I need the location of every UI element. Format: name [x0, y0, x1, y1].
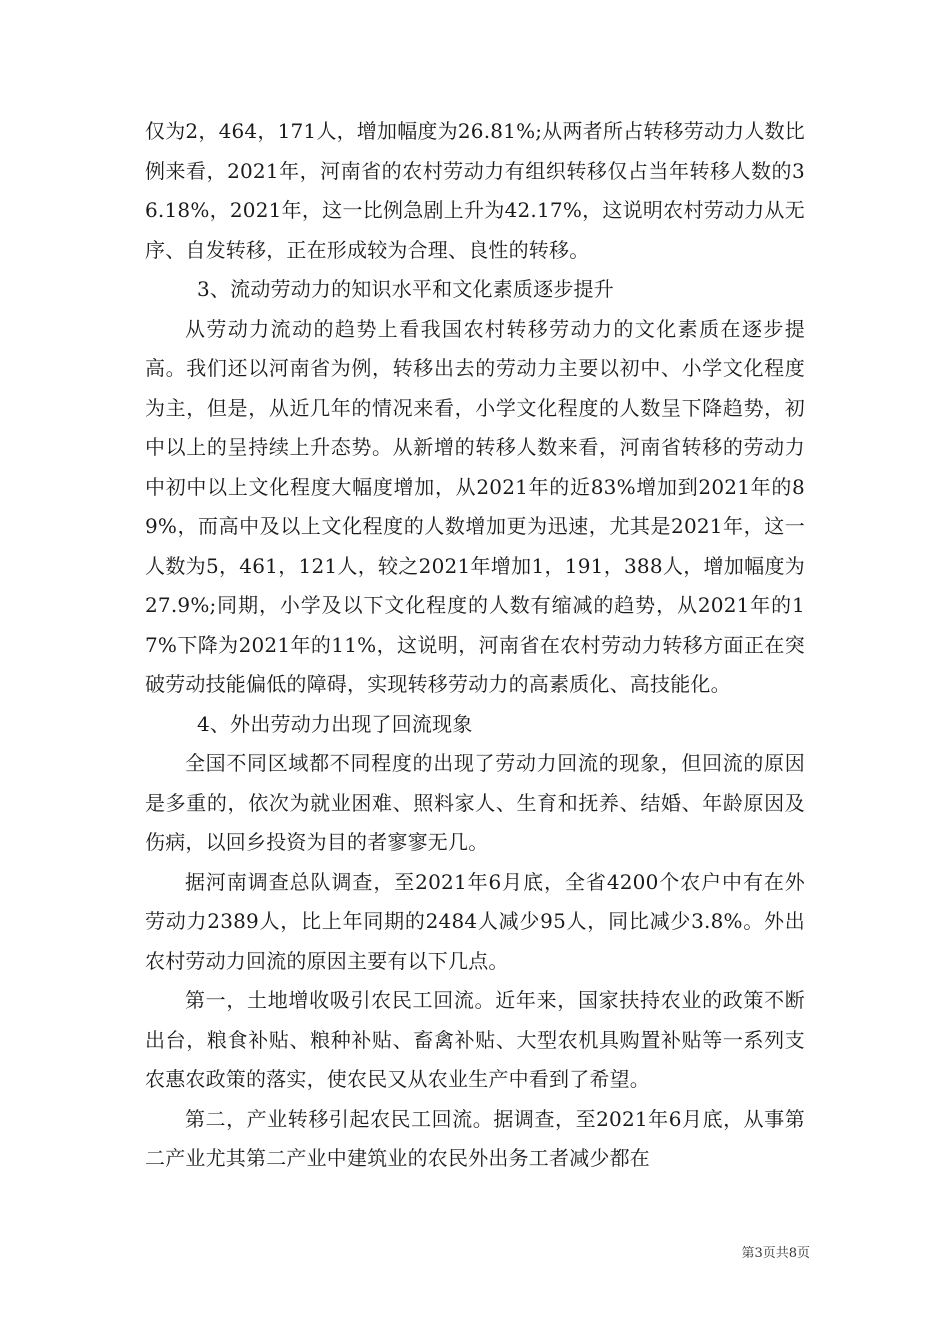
paragraph-return-reasons: 全国不同区域都不同程度的出现了劳动力回流的现象，但回流的原因是多重的，依次为就业困难、照料家人、生育和抚养、结婚、年龄原因及伤病，以回乡投资为目的者寥寥无几。	[145, 751, 805, 854]
page-number: 第3页共8页	[741, 1246, 810, 1261]
heading-return-flow: 4、外出劳动力出现了回流现象	[197, 711, 473, 736]
document-body	[145, 112, 805, 1179]
heading-knowledge-level: 3、流动劳动力的知识水平和文化素质逐步提升	[197, 277, 614, 301]
paragraph-second-reason: 第二，产业转移引起农民工回流。据调查，至2021年6月底，从事第二产业尤其第二产业中建筑业的农民外出务工者减少都在	[145, 1106, 805, 1170]
paragraph-henan-survey: 据河南调查总队调查，至2021年6月底，全省4200个农户中有在外劳动力2389人，比上年同期的2484人减少95人，同比减少3.8%。外出农村劳动力回流的原因主要有以下几点。	[145, 869, 805, 973]
paragraph-transfer-ratio: 仅为2，464，171人，增加幅度为26.81%;从两者所占转移劳动力人数比例来看，2021年，河南省的农村劳动力有组织转移仅占当年转移人数的36.18%，2021年，这一比例急剧上升为42.17%，这说明农村劳动力从无序、自发转移，正在形成较为合理、良性的转移。	[145, 119, 805, 262]
paragraph-education-trend: 从劳动力流动的趋势上看我国农村转移劳动力的文化素质在逐步提高。我们还以河南省为例，转移出去的劳动力主要以初中、小学文化程度为主，但是，从近几年的情况来看，小学文化程度的人数呈下降趋势，初中以上的呈持续上升态势。从新增的转移人数来看，河南省转移的劳动力中初中以上文化程度大幅度增加，从2021年的近83%增加到2021年的89%，而高中及以上文化程度的人数增加更为迅速，尤其是2021年，这一人数为5，461，121人，较之2021年增加1，191，388人，增加幅度为27.9%;同期，小学及以下文化程度的人数有缩减的趋势，从2021年的17%下降为2021年的11%，这说明，河南省在农村劳动力转移方面正在突破劳动技能偏低的障碍，实现转移劳动力的高素质化、高技能化。	[145, 316, 805, 696]
paragraph-first-reason: 第一，土地增收吸引农民工回流。近年来，国家扶持农业的政策不断出台，粮食补贴、粮种补贴、畜禽补贴、大型农机具购置补贴等一系列支农惠农政策的落实，使农民又从农业生产中看到了希望。	[145, 988, 805, 1091]
